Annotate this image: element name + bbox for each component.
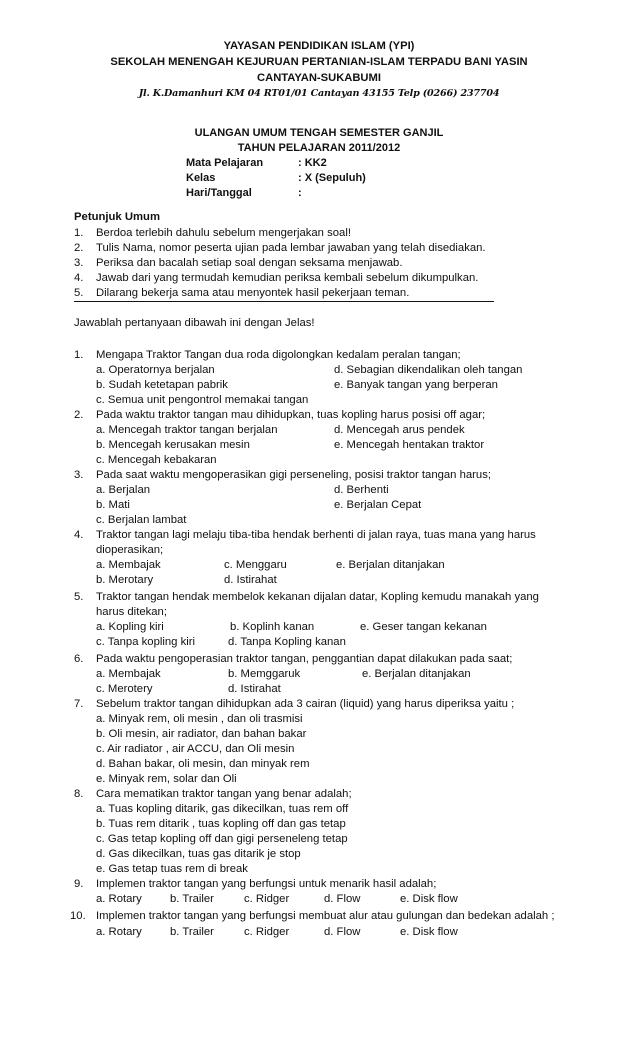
instruction-item: Periksa dan bacalah setiap soal dengan seksama menjawab. (96, 257, 403, 269)
option-a: a. Membajak (96, 668, 161, 680)
option-d: d. Gas dikecilkan, tuas gas ditarik je stop (96, 848, 301, 860)
school-name: SEKOLAH MENENGAH KEJURUAN PERTANIAN-ISLAM TERPADU BANI YASIN (110, 56, 528, 68)
option-c: c. Tanpa kopling kiri (96, 636, 196, 648)
option-a: a. Minyak rem, oli mesin , dan oli trasmisi (96, 713, 303, 725)
option-b: b. Koplinh kanan (230, 621, 315, 633)
instruction-number: 2. (74, 242, 84, 254)
option-c: c. Merotery (96, 683, 153, 695)
option-e: e. Mencegah hentakan traktor (334, 439, 485, 451)
exam-title: ULANGAN UMUM TENGAH SEMESTER GANJIL (194, 127, 444, 139)
question-number: 10. (70, 910, 86, 922)
option-c: c. Menggaru (224, 559, 287, 571)
instruction-item: Dilarang bekerja sama atau menyontek hasil pekerjaan teman. (96, 287, 410, 299)
option-e: e. Disk flow (400, 893, 458, 905)
divider (74, 301, 494, 302)
info-value: : (298, 187, 302, 199)
question-number: 7. (74, 698, 84, 710)
instruction-item: Tulis Nama, nomor peserta ujian pada lembar jawaban yang telah disediakan. (96, 242, 486, 254)
option-b: b. Trailer (170, 926, 214, 938)
question-text: Traktor tangan lagi melaju tiba-tiba hendak berhenti di jalan raya, tuas mana yang harus (96, 529, 536, 541)
option-e: e. Minyak rem, solar dan Oli (96, 773, 237, 785)
question-text-cont: harus ditekan; (96, 606, 167, 618)
question-text: Implemen traktor tangan yang berfungsi untuk menarik hasil adalah; (96, 878, 437, 890)
question-number: 1. (74, 349, 84, 361)
info-label: Mata Pelajaran (186, 157, 264, 169)
instruction-number: 1. (74, 227, 84, 239)
option-e: e. Disk flow (400, 926, 458, 938)
question-number: 2. (74, 409, 84, 421)
question-text: Sebelum traktor tangan dihidupkan ada 3 cairan (liquid) yang harus diperiksa yaitu ; (96, 698, 515, 710)
info-value: : X (Sepuluh) (298, 172, 366, 184)
info-class (186, 171, 366, 186)
instruction-item: Berdoa terlebih dahulu sebelum mengerjakan soal! (96, 227, 351, 239)
info-label: Kelas (186, 172, 216, 184)
option-e: e. Banyak tangan yang berperan (334, 379, 498, 391)
option-c: c. Air radiator , air ACCU, dan Oli mesin (96, 743, 295, 755)
option-d: d. Istirahat (228, 683, 281, 695)
option-b: b. Trailer (170, 893, 214, 905)
question-text: Traktor tangan hendak membelok kekanan dijalan datar, Kopling kemudu manakah yang (96, 591, 539, 603)
option-a: a. Mencegah traktor tangan berjalan (96, 424, 278, 436)
instruction-number: 3. (74, 257, 84, 269)
option-a: a. Operatornya berjalan (96, 364, 215, 376)
question-text: Pada waktu traktor tangan mau dihidupkan, tuas kopling harus posisi off agar; (96, 409, 486, 421)
question-text: Pada saat waktu mengoperasikan gigi perseneling, posisi traktor tangan harus; (96, 469, 491, 481)
option-d: d. Istirahat (224, 574, 277, 586)
option-b: b. Sudah ketetapan pabrik (96, 379, 228, 391)
option-a: a. Kopling kiri (96, 621, 164, 633)
school-address: Jl. K.Damanhuri KM 04 RT01/01 Cantayan 43155 Telp (0266) 237704 (138, 88, 500, 99)
instructions-title: Petunjuk Umum (74, 211, 160, 223)
option-c: c. Semua unit pengontrol memakai tangan (96, 394, 309, 406)
option-d: d. Tanpa Kopling kanan (228, 636, 346, 648)
option-a: a. Rotary (96, 926, 142, 938)
option-e: e. Berjalan Cepat (334, 499, 422, 511)
option-c: c. Gas tetap kopling off dan gigi perseneleng tetap (96, 833, 348, 845)
option-d: d. Mencegah arus pendek (334, 424, 465, 436)
option-d: d. Berhenti (334, 484, 389, 496)
info-date (186, 186, 302, 201)
option-e: e. Berjalan ditanjakan (362, 668, 471, 680)
option-b: b. Memggaruk (228, 668, 301, 680)
question-number: 5. (74, 591, 84, 603)
foundation-name: YAYASAN PENDIDIKAN ISLAM (YPI) (223, 40, 415, 52)
school-location: CANTAYAN-SUKABUMI (257, 72, 381, 84)
question-text: Mengapa Traktor Tangan dua roda digolongkan kedalam peralan tangan; (96, 349, 461, 361)
question-text: Cara mematikan traktor tangan yang benar adalah; (96, 788, 352, 800)
option-d: d. Bahan bakar, oli mesin, dan minyak rem (96, 758, 310, 770)
option-a: a. Berjalan (96, 484, 151, 496)
question-text: Pada waktu pengoperasian traktor tangan, penggantian dapat dilakukan pada saat; (96, 653, 513, 665)
option-c: c. Mencegah kebakaran (96, 454, 217, 466)
option-a: a. Tuas kopling ditarik, gas dikecilkan, tuas rem off (96, 803, 349, 815)
option-e: e. Gas tetap tuas rem di break (96, 863, 248, 875)
option-b: b. Tuas rem ditarik , tuas kopling off dan gas tetap (96, 818, 346, 830)
option-b: b. Oli mesin, air radiator, dan bahan bakar (96, 728, 307, 740)
exam-year: TAHUN PELAJARAN 2011/2012 (237, 142, 401, 154)
option-a: a. Rotary (96, 893, 142, 905)
option-e: e. Geser tangan kekanan (360, 621, 487, 633)
option-d: d. Flow (324, 926, 361, 938)
question-number: 3. (74, 469, 84, 481)
instruction-item: Jawab dari yang termudah kemudian periksa kembali sebelum dikumpulkan. (96, 272, 479, 284)
option-c: c. Ridger (244, 926, 290, 938)
question-number: 6. (74, 653, 84, 665)
option-e: e. Berjalan ditanjakan (336, 559, 445, 571)
option-b: b. Mencegah kerusakan mesin (96, 439, 250, 451)
option-b: b. Mati (96, 499, 130, 511)
question-number: 8. (74, 788, 84, 800)
option-c: c. Ridger (244, 893, 290, 905)
option-c: c. Berjalan lambat (96, 514, 187, 526)
info-value: : KK2 (298, 157, 327, 169)
question-number: 9. (74, 878, 84, 890)
option-b: b. Merotary (96, 574, 154, 586)
option-d: d. Sebagian dikendalikan oleh tangan (334, 364, 523, 376)
info-label: Hari/Tanggal (186, 187, 252, 199)
option-d: d. Flow (324, 893, 361, 905)
instruction-number: 4. (74, 272, 84, 284)
instruction-number: 5. (74, 287, 84, 299)
question-number: 4. (74, 529, 84, 541)
question-text-cont: dioperasikan; (96, 544, 164, 556)
info-subject (186, 156, 327, 171)
question-text: Implemen traktor tangan yang berfungsi membuat alur atau gulungan dan bedekan adalah ; (96, 910, 555, 922)
prompt-text: Jawablah pertanyaan dibawah ini dengan Jelas! (74, 317, 315, 329)
option-a: a. Membajak (96, 559, 161, 571)
